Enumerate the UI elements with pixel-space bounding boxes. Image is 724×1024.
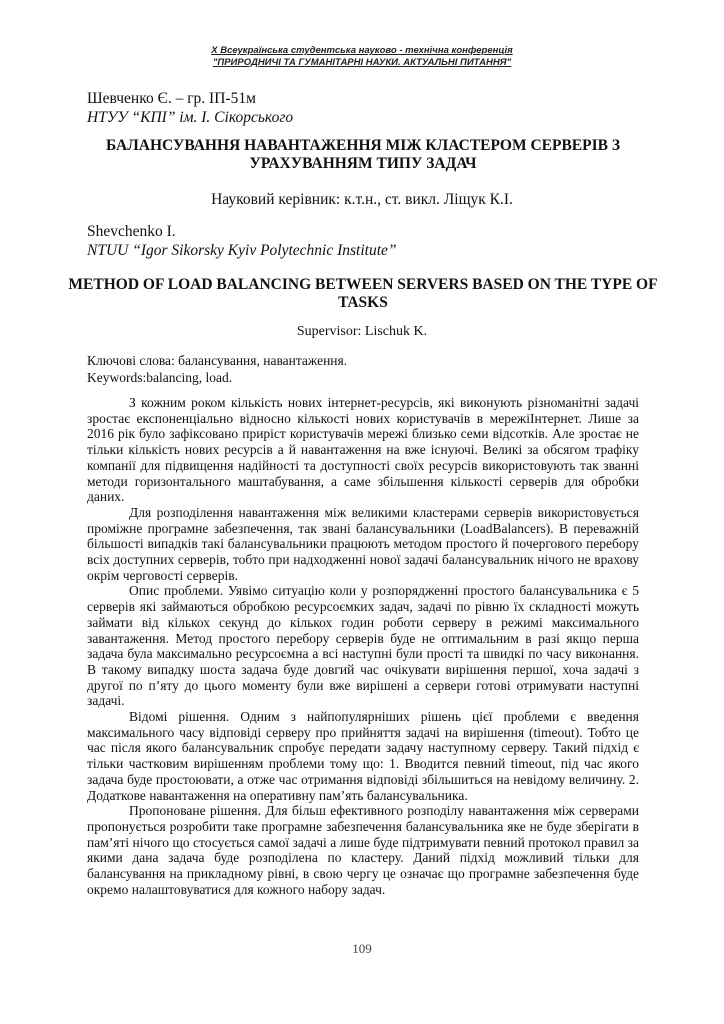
paragraph-intro: З кожним роком кількість нових інтернет-ресурсів, які виконують різноманітні задачі зростає експоненціально відносно кількості нових користувачів в мережіІнтернет. Лише за 2016 рік було зафіксовано приріст користувачів мережі близько семи відсотків. Але зростає не тільки кількість нових ресурсів а й навантаження на вже існуючі. Великі за обсягом трафіку компанії для підвищення надійності та доступності своїх ресурсів використовують так званні методи горизонтального маштабування, а саме збільшення кількості серверів для обробки даних. — [87, 395, 639, 505]
conference-header-line1: X Всеукраїнська студентська науково - технічна конференція — [211, 45, 513, 56]
keywords-ua: Ключові слова: балансування, навантаження. — [87, 353, 348, 368]
supervisor-en: Supervisor: Lischuk K. — [296, 324, 428, 339]
paper-title-ua: БАЛАНСУВАННЯ НАВАНТАЖЕННЯ МІЖ КЛАСТЕРОМ СЕРВЕРІВ З УРАХУВАННЯМ ТИПУ ЗАДАЧ — [105, 137, 621, 172]
paragraph-proposed-solution: Пропоноване рішення. Для більш ефективного розподілу навантаження між серверами пропонується розробити таке програмне забезпечення балансувальника яке не буде зберігати в пам’яті нічого що стосується самої задачі а лише буде підтримувати певний протокол правил за якими дана задача буде розподілена по кластеру. Даний підхід можливий тільки для балансування на прикладному рівні, в свою чергу це означає що програмне забезпечення буде окремо налаштовуватися для кожного набору задач. — [87, 803, 639, 897]
page-number: 109 — [352, 941, 372, 956]
author-name-ua: Шевченко Є. – гр. ІП-51м — [87, 90, 256, 107]
affiliation-en: NTUU “Igor Sikorsky Kyiv Polytechnic Institute” — [87, 242, 397, 259]
paragraph-problem: Опис проблеми. Уявімо ситуацію коли у розпорядженні простого балансувальника є 5 серверів які займаються обробкою ресурсоємких задач, задачі по рівню їх складності можуть займати від кількох секунд до кількох годин роботи серверу в режимі максимального завантаження. Метод простого перебору серверів буде не оптимальним в разі якщо перша задача була максимально ресурсоємна а всі наступні були прості та швидкі по часу виконання. В такому випадку шоста задача буде довгий час очікувати вирішення першої, хоча задачі з другої по п’яту до цього моменту були вже вирішені а сервери готові отримувати наступні задачі. — [87, 583, 639, 709]
body-text — [87, 395, 639, 898]
affiliation-ua: НТУУ “КПІ” ім. І. Сікорського — [87, 109, 294, 126]
author-name-en: Shevchenko I. — [87, 223, 176, 240]
paper-title-en: METHOD OF LOAD BALANCING BETWEEN SERVERS BASED ON THE TYPE OF TASKS — [68, 276, 658, 311]
paragraph-load-balancers: Для розподілення навантаження між великими кластерами серверів використовується проміжне програмне забезпечення, так звані балансувальники (LoadBalancers). В переважній більшості випадків такі балансувальники працюють методом простого й почергового перебору всіх доступних серверів, тобто при надходженні нової задачі балансувальник нічого не врахову окрім черговості серверів. — [87, 504, 639, 583]
paragraph-known-solutions: Відомі рішення. Одним з найпопулярніших рішень цієї проблеми є введення максимального часу відповіді серверу про прийняття задачі на вирішення (timeout). Тобто це час після якого балансувальник спробує передати задачу наступному серверу. Такий підхід є тільки частковим вирішенням проблеми тому що: 1. Вводится певний timeout, під час якого задача буде простоювати, а отже час отримання відповіді збільшиться на невідому величину. 2. Додаткове навантаження на оперативну пам’ять балансувальника. — [87, 709, 639, 803]
keywords-en: Keywords:balancing, load. — [87, 370, 233, 385]
supervisor-ua: Науковий керівник: к.т.н., ст. викл. Ліщук К.І. — [211, 191, 513, 208]
conference-header-line2: "ПРИРОДНИЧІ ТА ГУМАНІТАРНІ НАУКИ. АКТУАЛЬНІ ПИТАННЯ" — [212, 57, 512, 68]
